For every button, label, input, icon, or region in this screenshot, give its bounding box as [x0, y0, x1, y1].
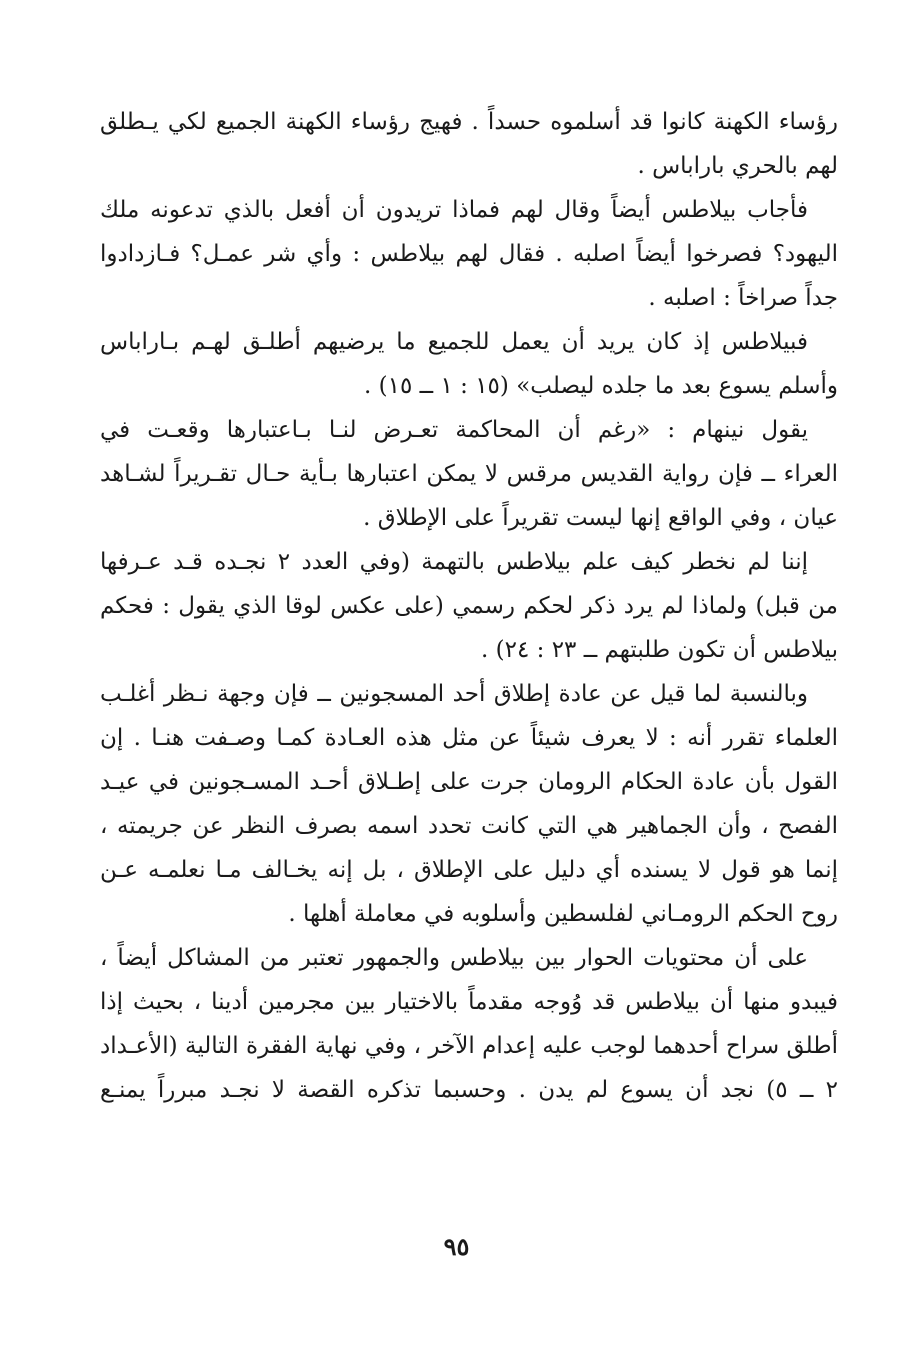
text-line: العراء ــ فإن رواية القديس مرقس لا يمكن اعتبارها بـأية حـال تقـريراً لشـاهد	[100, 461, 838, 487]
body-text	[100, 100, 838, 1112]
text-line: فيبدو منها أن بيلاطس قد وُوجه مقدماً بالاختيار بين مجرمين أدينا ، بحيث إذا	[100, 989, 838, 1015]
text-line: القول بأن عادة الحكام الرومان جرت على إطـلاق أحـد المسـجونين في عيـد	[100, 769, 838, 795]
text-line: أطلق سراح أحدهما لوجب عليه إعدام الآخر ، وفي نهاية الفقرة التالية (الأعـداد	[100, 1033, 838, 1059]
text-line: وبالنسبة لما قيل عن عادة إطلاق أحد المسجونين ــ فإن وجهة نـظر أغلـب	[100, 681, 808, 707]
text-line: وأسلم يسوع بعد ما جلده ليصلب» (١٥ : ١ ــ ١٥) .	[364, 373, 838, 399]
text-line: رؤساء الكهنة كانوا قد أسلموه حسداً . فهيج رؤساء الكهنة الجميع لكي يـطلق	[100, 109, 838, 135]
text-line: فأجاب بيلاطس أيضاً وقال لهم فماذا تريدون أن أفعل بالذي تدعونه ملك	[100, 197, 808, 223]
text-line: الفصح ، وأن الجماهير هي التي كانت تحدد اسمه بصرف النظر عن جريمته ،	[100, 813, 838, 839]
text-line: إنما هو قول لا يسنده أي دليل على الإطلاق ، بل إنه يخـالف مـا نعلمـه عـن	[100, 857, 838, 883]
text-line: بيلاطس أن تكون طلبتهم ــ ٢٣ : ٢٤) .	[480, 637, 838, 663]
text-line: فبيلاطس إذ كان يريد أن يعمل للجميع ما يرضيهم أطلـق لهـم بـاراباس	[100, 329, 808, 355]
text-line: على أن محتويات الحوار بين بيلاطس والجمهور تعتبر من المشاكل أيضاً ،	[100, 945, 808, 971]
text-line: من قبل) ولماذا لم يرد ذكر لحكم رسمي (على عكس لوقا الذي يقول : فحكم	[100, 593, 838, 619]
text-line: ٢ ــ ٥) نجد أن يسوع لم يدن . وحسبما تذكره القصة لا نجـد مبرراً يمنـع	[100, 1077, 838, 1103]
text-line: العلماء تقرر أنه : لا يعرف شيئاً عن مثل هذه العـادة كمـا وصـفت هنـا . إن	[100, 725, 838, 751]
text-line: لهم بالحري باراباس .	[637, 153, 838, 179]
text-line: جداً صراخاً : اصلبه .	[648, 285, 838, 311]
page-number: ٩٥	[443, 1232, 470, 1261]
text-line: يقول نينهام : «رغم أن المحاكمة تعـرض لنـا بـاعتبارها وقعـت في	[100, 417, 808, 443]
text-line: اليهود؟ فصرخوا أيضاً اصلبه . فقال لهم بيلاطس : وأي شر عمـل؟ فـازدادوا	[100, 241, 838, 267]
text-line: روح الحكم الرومـاني لفلسطين وأسلوبه في معاملة أهلها .	[288, 901, 838, 927]
text-line: عيان ، وفي الواقع إنها ليست تقريراً على الإطلاق .	[363, 505, 838, 531]
text-line: إننا لم نخطر كيف علم بيلاطس بالتهمة (وفي العدد ٢ نجـده قـد عـرفها	[100, 549, 808, 575]
